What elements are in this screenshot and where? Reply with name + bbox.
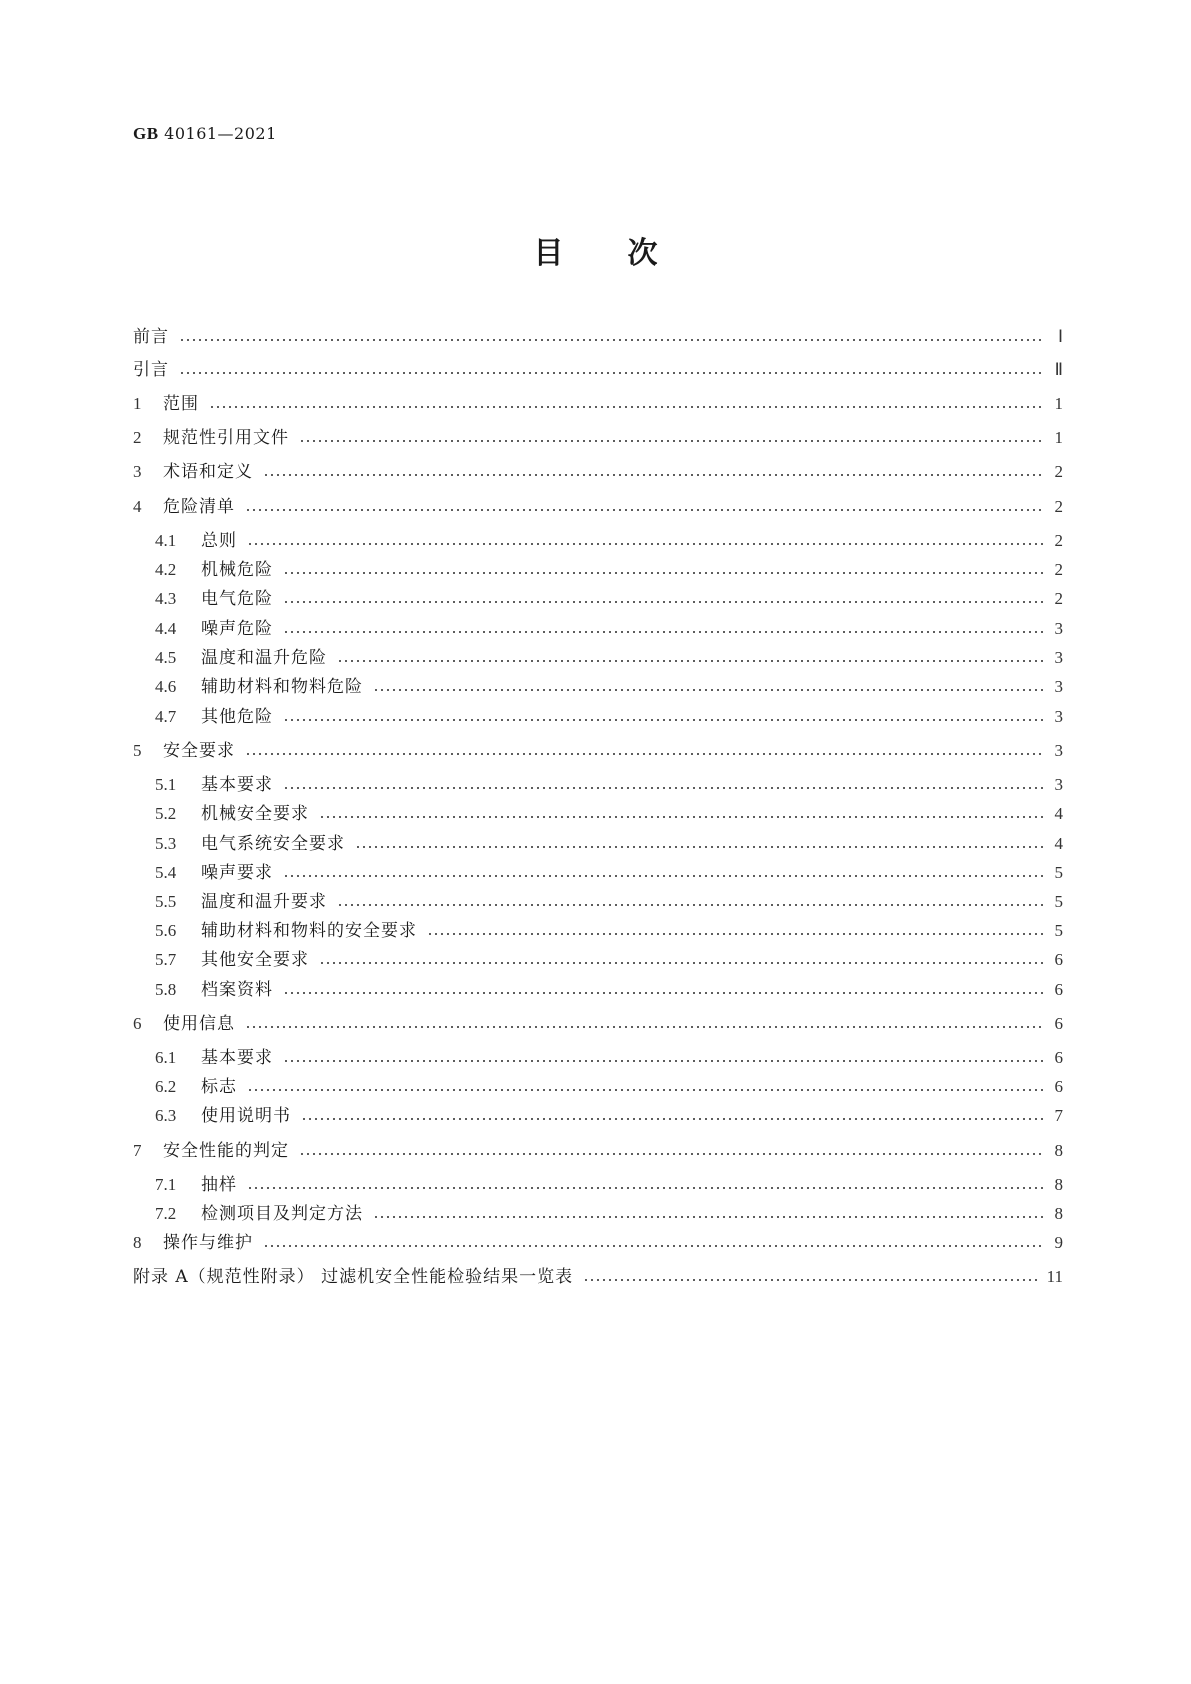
toc-entry-page: 7 xyxy=(1054,1106,1063,1125)
toc-entry-label: 安全要求 xyxy=(163,741,235,761)
toc-entry-page: 9 xyxy=(1054,1233,1063,1252)
toc-entry-page: 1 xyxy=(1054,428,1063,447)
toc-entry-page: Ⅰ xyxy=(1057,327,1063,346)
toc-entry-label: 机械安全要求 xyxy=(201,804,309,824)
toc-entry-page: 5 xyxy=(1054,921,1063,940)
toc-entry-page: 3 xyxy=(1054,677,1063,696)
dot-leader xyxy=(373,689,1045,691)
toc-entry[interactable] xyxy=(155,802,1063,826)
dot-leader xyxy=(245,509,1045,511)
toc-entry[interactable] xyxy=(155,646,1063,670)
toc-entry-label: 其他危险 xyxy=(201,707,273,727)
toc-entry-page: 2 xyxy=(1054,497,1063,516)
toc-entry-number: 2 xyxy=(133,428,142,447)
standard-number: 40161—2021 xyxy=(164,124,277,143)
dot-leader xyxy=(373,1216,1045,1218)
toc-entry-number: 6.3 xyxy=(155,1106,177,1125)
toc-entry[interactable] xyxy=(155,529,1063,553)
toc-entry-page: 3 xyxy=(1054,648,1063,667)
dot-leader xyxy=(283,572,1045,574)
toc-entry[interactable] xyxy=(155,1075,1063,1099)
toc-entry[interactable] xyxy=(155,558,1063,582)
toc-entry-page: 2 xyxy=(1054,462,1063,481)
toc-entry[interactable] xyxy=(155,587,1063,611)
dot-leader xyxy=(301,1118,1045,1120)
toc-entry[interactable] xyxy=(155,832,1063,856)
toc-entry-label: 基本要求 xyxy=(201,1048,273,1068)
dot-leader xyxy=(263,474,1045,476)
toc-entry-number: 5.7 xyxy=(155,950,177,969)
toc-entry-page: 8 xyxy=(1054,1175,1063,1194)
toc-entry-label: 噪声危险 xyxy=(201,619,273,639)
dot-leader xyxy=(283,631,1045,633)
dot-leader xyxy=(283,719,1045,721)
toc-entry[interactable] xyxy=(133,426,1063,450)
toc-entry-number: 5.4 xyxy=(155,863,177,882)
dot-leader xyxy=(283,1060,1045,1062)
toc-entry[interactable] xyxy=(155,1046,1063,1070)
toc-entry-number: 5.1 xyxy=(155,775,177,794)
toc-entry-label: 危险清单 xyxy=(163,497,235,517)
toc-entry[interactable] xyxy=(133,325,1063,349)
toc-entry-number: 1 xyxy=(133,394,142,413)
toc-entry[interactable] xyxy=(155,978,1063,1002)
toc-entry-number: 5.2 xyxy=(155,804,177,823)
toc-entry[interactable] xyxy=(155,675,1063,699)
toc-entry-number: 7 xyxy=(133,1141,142,1160)
toc-entry-number: 6 xyxy=(133,1014,142,1033)
toc-entry[interactable] xyxy=(133,739,1063,763)
toc-entry-page: 5 xyxy=(1054,863,1063,882)
toc-entry[interactable] xyxy=(133,1265,1063,1289)
toc-entry-page: 3 xyxy=(1054,775,1063,794)
toc-entry-label: 温度和温升危险 xyxy=(201,648,327,668)
toc-entry-label: 前言 xyxy=(133,327,169,347)
toc-entry-label: 温度和温升要求 xyxy=(201,892,327,912)
page-title: 目次 xyxy=(533,236,722,271)
toc-entry-page: 6 xyxy=(1054,980,1063,999)
toc-entry-page: 6 xyxy=(1054,1048,1063,1067)
toc-entry[interactable] xyxy=(155,1202,1063,1226)
toc-entry-number: 6.1 xyxy=(155,1048,177,1067)
toc-entry-label: 辅助材料和物料危险 xyxy=(201,677,363,697)
toc-entry-page: 2 xyxy=(1054,589,1063,608)
toc-entry-page: 3 xyxy=(1054,707,1063,726)
toc-entry[interactable] xyxy=(155,948,1063,972)
toc-entry-label: 安全性能的判定 xyxy=(163,1141,289,1161)
dot-leader xyxy=(179,372,1045,374)
toc-entry-label: 其他安全要求 xyxy=(201,950,309,970)
dot-leader xyxy=(319,816,1045,818)
toc-entry[interactable] xyxy=(133,392,1063,416)
toc-entry[interactable] xyxy=(155,1173,1063,1197)
toc-entry-label: 抽样 xyxy=(201,1175,237,1195)
toc-entry[interactable] xyxy=(155,705,1063,729)
toc-entry[interactable] xyxy=(155,890,1063,914)
toc-entry-label: 附录 A（规范性附录） 过滤机安全性能检验结果一览表 xyxy=(133,1267,574,1287)
toc-entry-label: 基本要求 xyxy=(201,775,273,795)
dot-leader xyxy=(337,904,1045,906)
toc-entry-page: 6 xyxy=(1054,950,1063,969)
dot-leader xyxy=(283,875,1045,877)
toc-entry[interactable] xyxy=(155,773,1063,797)
dot-leader xyxy=(179,339,1045,341)
toc-entry-label: 档案资料 xyxy=(201,980,273,1000)
dot-leader xyxy=(263,1245,1045,1247)
dot-leader xyxy=(299,440,1045,442)
toc-entry[interactable] xyxy=(133,1231,1063,1255)
toc-entry-number: 3 xyxy=(133,462,142,481)
toc-entry-page: 5 xyxy=(1054,892,1063,911)
toc-entry-label: 标志 xyxy=(201,1077,237,1097)
toc-entry-page: 2 xyxy=(1054,531,1063,550)
toc-entry-number: 5.6 xyxy=(155,921,177,940)
toc-entry-page: 3 xyxy=(1054,741,1063,760)
toc-entry-label: 规范性引用文件 xyxy=(163,428,289,448)
toc-entry-number: 8 xyxy=(133,1233,142,1252)
toc-entry-number: 4.4 xyxy=(155,619,177,638)
toc-entry-label: 电气系统安全要求 xyxy=(201,834,345,854)
toc-entry-label: 使用说明书 xyxy=(201,1106,291,1126)
dot-leader xyxy=(299,1153,1045,1155)
toc-entry[interactable] xyxy=(133,1012,1063,1036)
toc-entry-number: 4.1 xyxy=(155,531,177,550)
dot-leader xyxy=(245,753,1045,755)
dot-leader xyxy=(319,962,1045,964)
toc-entry-page: 4 xyxy=(1054,804,1063,823)
toc-entry[interactable] xyxy=(155,1104,1063,1128)
toc-entry-label: 使用信息 xyxy=(163,1014,235,1034)
dot-leader xyxy=(247,1187,1045,1189)
toc-entry-label: 辅助材料和物料的安全要求 xyxy=(201,921,417,941)
toc-entry-page: 4 xyxy=(1054,834,1063,853)
standard-prefix: GB xyxy=(133,124,159,143)
document-header xyxy=(133,124,277,144)
toc-entry-page: 2 xyxy=(1054,560,1063,579)
dot-leader xyxy=(283,787,1045,789)
dot-leader xyxy=(245,1026,1045,1028)
toc-entry[interactable] xyxy=(155,919,1063,943)
toc-entry-page: 6 xyxy=(1054,1014,1063,1033)
toc-entry[interactable] xyxy=(133,460,1063,484)
toc-entry-page: 11 xyxy=(1046,1267,1063,1286)
toc-entry-page: 8 xyxy=(1054,1141,1063,1160)
toc-entry[interactable] xyxy=(133,495,1063,519)
toc-entry[interactable] xyxy=(155,617,1063,641)
toc-entry-number: 5 xyxy=(133,741,142,760)
toc-entry-page: 1 xyxy=(1054,394,1063,413)
toc-entry-number: 5.3 xyxy=(155,834,177,853)
dot-leader xyxy=(283,601,1045,603)
toc-entry-label: 噪声要求 xyxy=(201,863,273,883)
toc-entry-number: 4 xyxy=(133,497,142,516)
toc-entry-number: 5.8 xyxy=(155,980,177,999)
toc-entry-label: 总则 xyxy=(201,531,237,551)
dot-leader xyxy=(247,1089,1045,1091)
dot-leader xyxy=(209,406,1045,408)
toc-entry-number: 4.2 xyxy=(155,560,177,579)
toc-entry-number: 4.5 xyxy=(155,648,177,667)
toc-entry-page: 8 xyxy=(1054,1204,1063,1223)
dot-leader xyxy=(355,846,1045,848)
toc-entry-label: 引言 xyxy=(133,360,169,380)
toc-entry-number: 7.2 xyxy=(155,1204,177,1223)
toc-entry-number: 4.6 xyxy=(155,677,177,696)
dot-leader xyxy=(337,660,1045,662)
toc-entry-page: 3 xyxy=(1054,619,1063,638)
toc-entry[interactable] xyxy=(133,358,1063,382)
toc-entry-label: 范围 xyxy=(163,394,199,414)
toc-entry-page: 6 xyxy=(1054,1077,1063,1096)
toc-entry-label: 术语和定义 xyxy=(163,462,253,482)
dot-leader xyxy=(247,543,1045,545)
dot-leader xyxy=(427,933,1045,935)
dot-leader xyxy=(583,1279,1041,1281)
toc-entry-label: 检测项目及判定方法 xyxy=(201,1204,363,1224)
toc-entry-number: 7.1 xyxy=(155,1175,177,1194)
toc-entry-label: 操作与维护 xyxy=(163,1233,253,1253)
toc-entry-number: 4.7 xyxy=(155,707,177,726)
toc-entry[interactable] xyxy=(155,861,1063,885)
toc-entry-label: 机械危险 xyxy=(201,560,273,580)
toc-entry[interactable] xyxy=(133,1139,1063,1163)
toc-entry-label: 电气危险 xyxy=(201,589,273,609)
toc-entry-number: 6.2 xyxy=(155,1077,177,1096)
toc-entry-page: Ⅱ xyxy=(1054,360,1063,379)
toc-entry-number: 5.5 xyxy=(155,892,177,911)
toc-entry-number: 4.3 xyxy=(155,589,177,608)
dot-leader xyxy=(283,992,1045,994)
